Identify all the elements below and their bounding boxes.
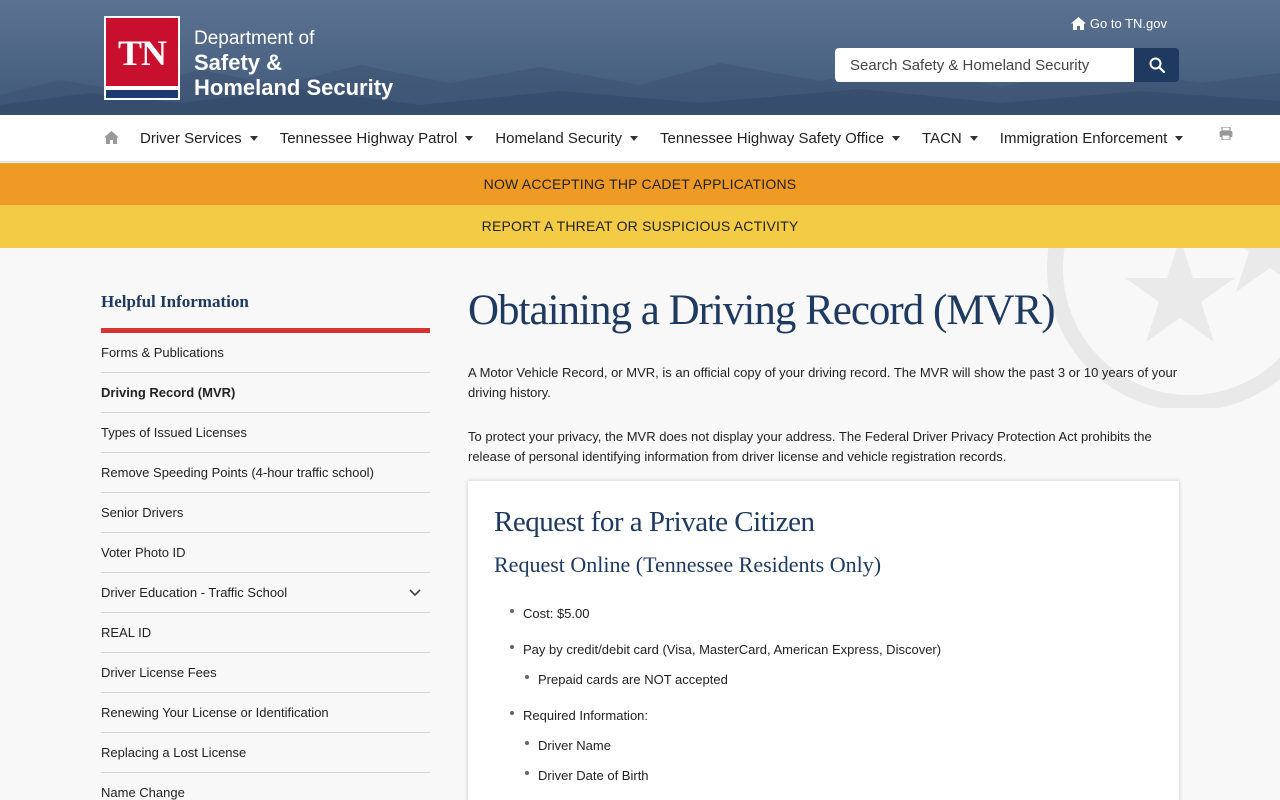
nav-item-label: TACN <box>922 130 962 147</box>
home-icon[interactable] <box>104 131 119 144</box>
sidebar-item-driving-record[interactable]: Driving Record (MVR) <box>101 373 430 413</box>
sidebar-list <box>101 333 430 800</box>
caret-down-icon <box>250 136 258 141</box>
nav-item-label: Tennessee Highway Patrol <box>279 130 458 147</box>
sidebar-item-driver-education[interactable] <box>101 573 430 613</box>
nav-item-label: Driver Services <box>140 130 242 147</box>
nav-item-label: Tennessee Highway Safety Office <box>660 130 885 147</box>
chevron-down-icon[interactable] <box>408 573 422 613</box>
sidebar-item-driver-license-fees[interactable]: Driver License Fees <box>101 653 430 693</box>
site-header <box>0 0 1280 115</box>
go-to-tn-gov-link[interactable] <box>1071 16 1167 31</box>
page-title: Obtaining a Driving Record (MVR) <box>468 287 1055 334</box>
thp-cadet-banner[interactable]: NOW ACCEPTING THP CADET APPLICATIONS <box>0 163 1280 205</box>
list-item: Cost: $5.00 <box>494 605 1153 623</box>
intro-paragraph: A Motor Vehicle Record, or MVR, is an official copy of your driving record. The MVR will show the past 3 or 10 years of your driving history. <box>468 365 1178 400</box>
logo-line-1: Department of <box>194 28 315 49</box>
private-citizen-card <box>468 481 1179 800</box>
main-content <box>468 285 1180 467</box>
print-icon[interactable] <box>1219 127 1233 140</box>
caret-down-icon <box>892 136 900 141</box>
logo-mark-text: TN <box>117 33 166 73</box>
list-item: Prepaid cards are NOT accepted <box>494 671 1153 689</box>
list-item: Driver Name <box>494 737 1153 755</box>
card-subtitle: Request Online (Tennessee Residents Only) <box>494 552 882 577</box>
sidebar-title: Helpful Information <box>101 292 430 333</box>
search-form <box>835 48 1179 82</box>
logo-text <box>194 28 393 100</box>
site-logo[interactable] <box>104 16 393 100</box>
caret-down-icon <box>1175 136 1183 141</box>
nav-item-homeland-security[interactable] <box>495 130 638 147</box>
caret-down-icon <box>630 136 638 141</box>
search-input[interactable] <box>835 48 1134 82</box>
sidebar-item-voter-photo-id[interactable]: Voter Photo ID <box>101 533 430 573</box>
sidebar-item-label: Driver Education - Traffic School <box>101 585 288 600</box>
sidebar-item-replacing-lost-license[interactable]: Replacing a Lost License <box>101 733 430 773</box>
nav-item-label: Immigration Enforcement <box>999 130 1168 147</box>
requirements-list <box>494 605 1153 785</box>
go-to-tn-gov-label: Go to TN.gov <box>1089 16 1167 31</box>
sidebar-item-types-of-licenses[interactable]: Types of Issued Licenses <box>101 413 430 453</box>
logo-line-3: Homeland Security <box>194 75 394 100</box>
home-icon <box>1071 17 1086 30</box>
search-icon <box>1149 57 1165 73</box>
search-button[interactable] <box>1134 48 1179 82</box>
nav-item-driver-services[interactable] <box>140 130 258 147</box>
tn-logo-mark <box>104 16 180 100</box>
sidebar <box>101 292 430 800</box>
list-item: Required Information: <box>494 707 1153 725</box>
sidebar-item-renewing-license[interactable]: Renewing Your License or Identification <box>101 693 430 733</box>
list-item: Driver Date of Birth <box>494 767 1153 785</box>
privacy-paragraph: To protect your privacy, the MVR does not display your address. The Federal Driver Privacy Protection Act prohibits the release of personal identifying information from driver license and vehicle registration records. <box>468 429 1152 464</box>
sidebar-item-name-change[interactable]: Name Change <box>101 773 430 800</box>
card-title: Request for a Private Citizen <box>494 506 815 538</box>
report-threat-banner[interactable]: REPORT A THREAT OR SUSPICIOUS ACTIVITY <box>0 205 1280 248</box>
nav-item-tennessee-highway-patrol[interactable] <box>280 130 474 147</box>
sidebar-item-remove-speeding-points[interactable]: Remove Speeding Points (4-hour traffic school) <box>101 453 430 493</box>
logo-line-2: Safety & <box>194 50 283 75</box>
nav-item-label: Homeland Security <box>495 130 623 147</box>
list-item: Pay by credit/debit card (Visa, MasterCard, American Express, Discover) <box>494 641 1153 659</box>
main-nav <box>0 115 1280 162</box>
nav-item-highway-safety-office[interactable] <box>660 130 900 147</box>
sidebar-item-real-id[interactable]: REAL ID <box>101 613 430 653</box>
caret-down-icon <box>465 136 473 141</box>
caret-down-icon <box>970 136 978 141</box>
nav-item-tacn[interactable] <box>922 130 978 147</box>
sidebar-item-forms-publications[interactable]: Forms & Publications <box>101 333 430 373</box>
sidebar-item-senior-drivers[interactable]: Senior Drivers <box>101 493 430 533</box>
nav-item-immigration-enforcement[interactable] <box>1000 130 1184 147</box>
